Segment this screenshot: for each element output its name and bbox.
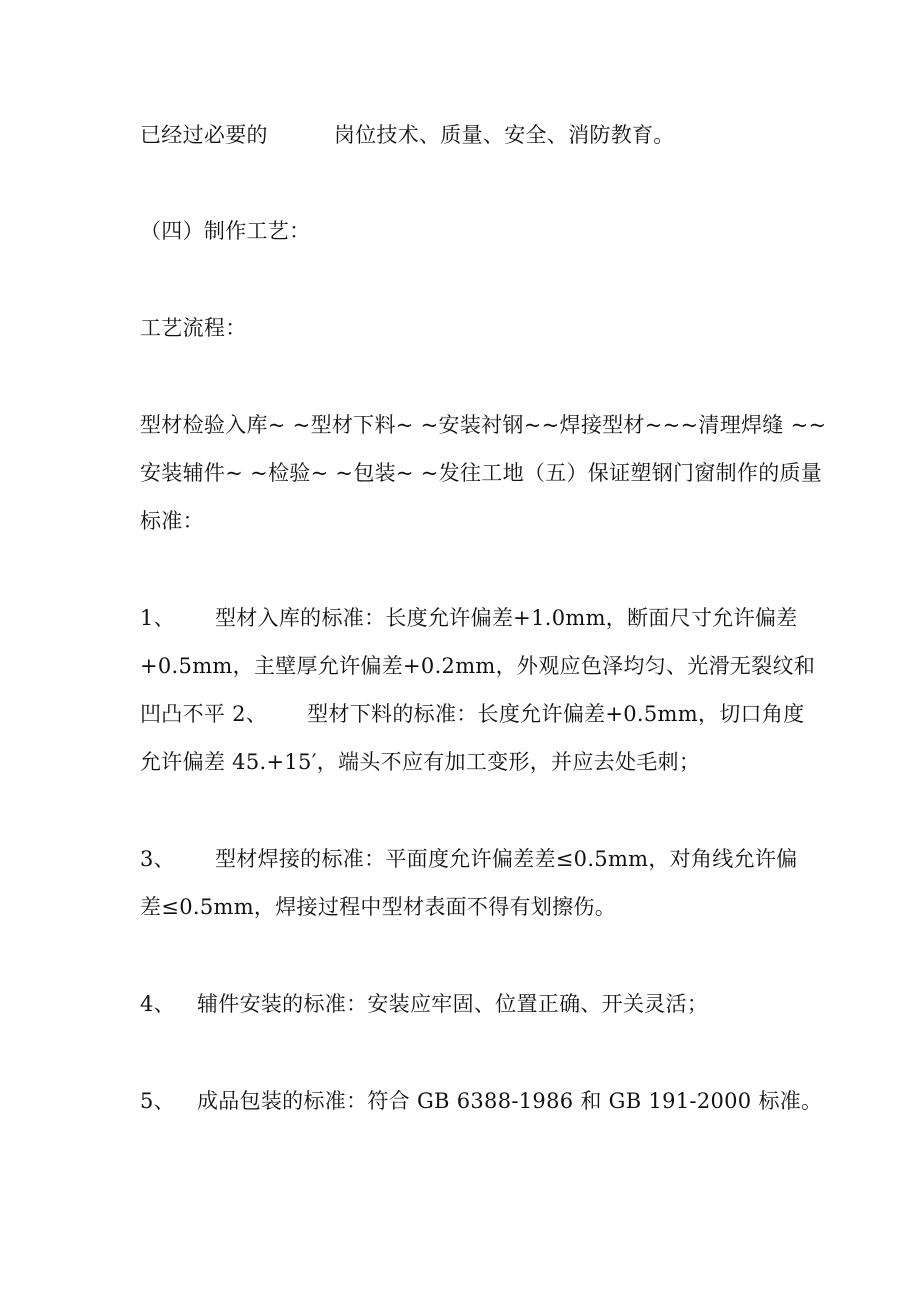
item-2-text-a: 型材下料的标准：长度允许偏差+0.5mm，切口角度 (307, 702, 805, 726)
paragraph-training (140, 120, 790, 150)
text-flow1: 型材检验入库~ ~型材下料~ ~安装衬钢~~焊接型材~~~清理焊缝 ~~ (140, 413, 827, 437)
text-flow2: 安装辅件~ ~检验~ ~包装~ ~发往工地（五）保证塑钢门窗制作的质量 (140, 461, 823, 485)
item-1-text-c: 凹凸不平 2、 (140, 702, 268, 726)
heading-section-4: （四）制作工艺： (140, 219, 311, 243)
item-4-number: 4、 (140, 992, 175, 1016)
item-4-text-a: 辅件安装的标准：安装应牢固、位置正确、开关灵活； (196, 992, 709, 1016)
item-3-line-2: 差≤0.5mm，焊接过程中型材表面不得有划擦伤。 (140, 895, 617, 919)
item-4-line-1 (140, 989, 790, 1019)
item-1-line-1 (140, 603, 798, 633)
item-2-line-2: 允许偏差 45.+15′，端头不应有加工变形，并应去处毛刺； (140, 750, 701, 774)
item-3-text-a: 型材焊接的标准：平面度允许偏差差≤0.5mm，对角线允许偏 (214, 847, 798, 871)
item-5-text-a: 成品包装的标准：符合 GB 6388-1986 和 GB 191-2000 标准。 (196, 1089, 823, 1113)
item-1-line-2: +0.5mm，主壁厚允许偏差+0.2mm，外观应色泽均匀、光滑无裂纹和 (140, 654, 816, 678)
text-l1b: 岗位技术、质量、安全、消防教育。 (333, 123, 675, 147)
item-5-line-1 (140, 1086, 823, 1116)
process-flow-line-1 (140, 410, 827, 440)
item-1-2-line-3 (140, 699, 805, 729)
heading-process-flow: 工艺流程： (140, 316, 247, 340)
process-flow-line-2 (140, 458, 823, 488)
item-5-number: 5、 (140, 1089, 175, 1113)
item-1-number: 1、 (140, 606, 175, 630)
item-3-number: 3、 (140, 847, 175, 871)
item-3-line-1 (140, 844, 798, 874)
item-1-text-a: 型材入库的标准：长度允许偏差+1.0mm，断面尺寸允许偏差 (214, 606, 798, 630)
process-flow-line-3: 标准： (140, 509, 204, 533)
text-l1a: 已经过必要的 (140, 123, 268, 147)
